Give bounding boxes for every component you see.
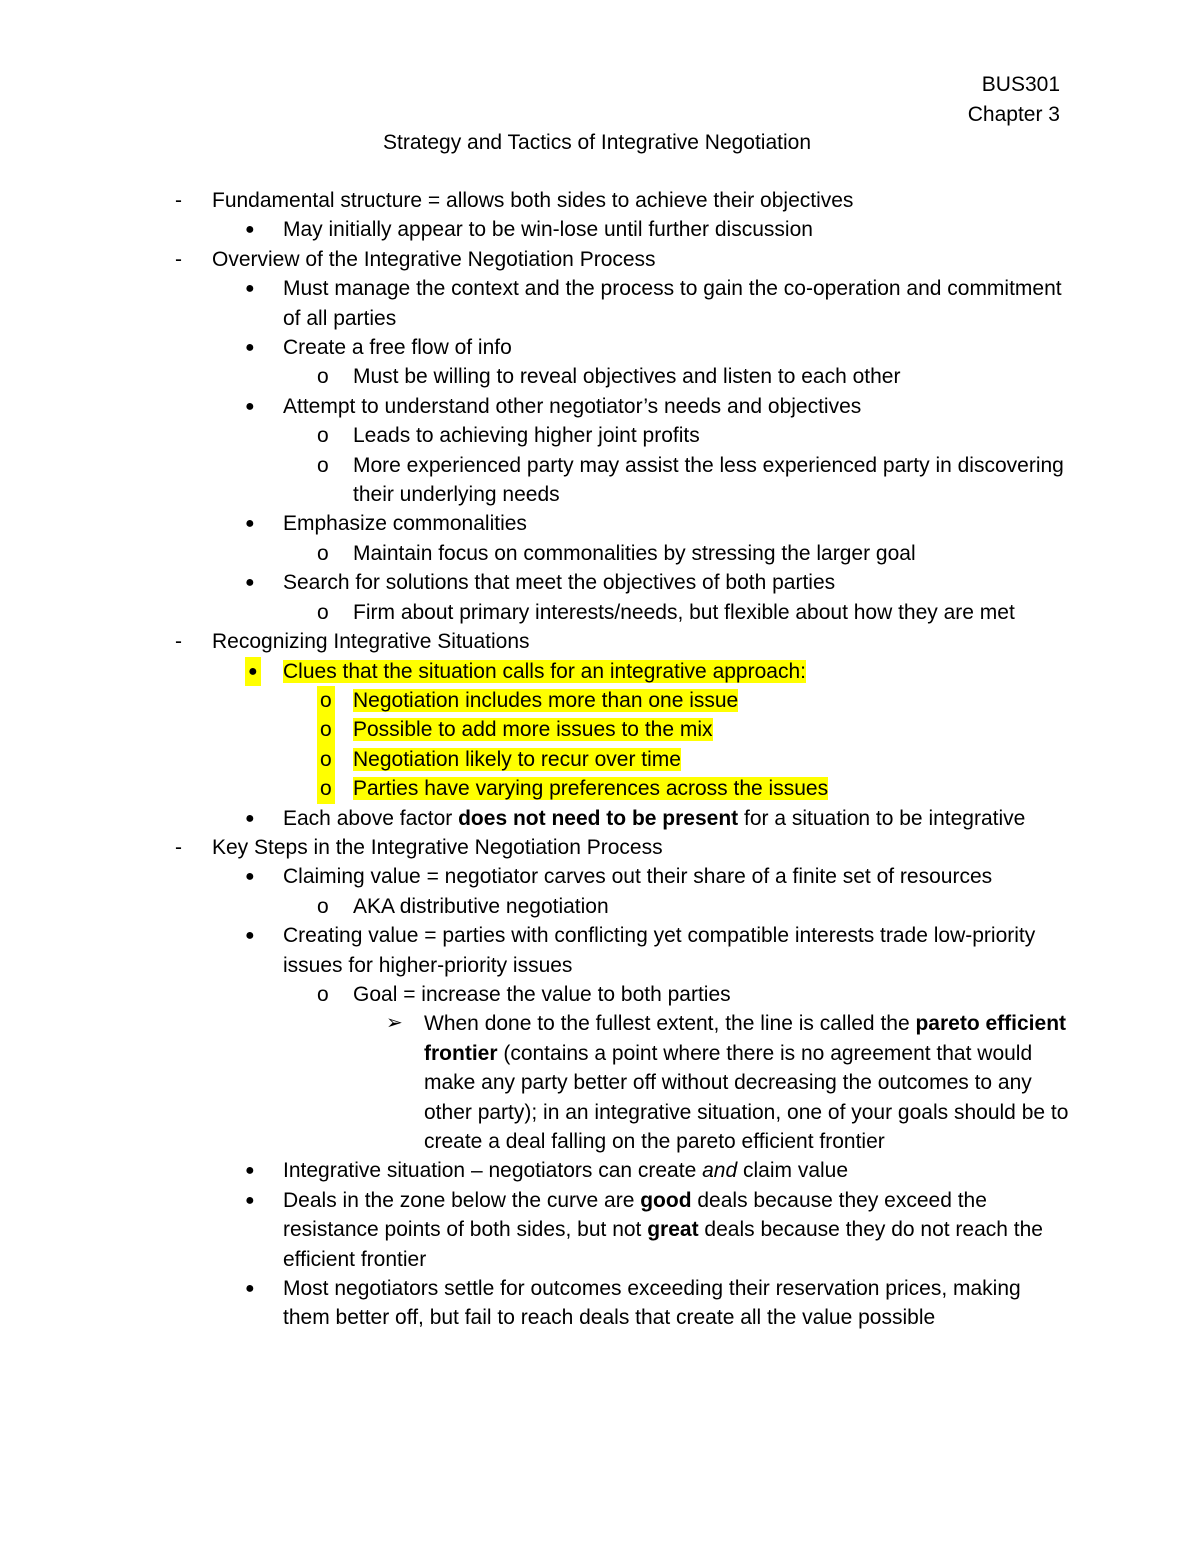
sub-text: Leads to achieving higher joint profits	[353, 424, 700, 448]
bullet-text: May initially appear to be win-lose until further discussion	[283, 218, 813, 242]
bullet-item	[0, 1186, 1200, 1274]
page-header	[968, 70, 1060, 130]
circle-marker: o	[317, 774, 335, 803]
sub-text: Maintain focus on commonalities by stressing the larger goal	[353, 541, 916, 565]
bullet-item	[0, 333, 1200, 362]
bullet-text: Create a free flow of info	[283, 336, 512, 360]
circle-marker: o	[317, 715, 335, 744]
highlighted-sub-item	[0, 745, 1200, 774]
bold-run: pareto efficient frontier	[424, 1012, 1067, 1065]
highlighted-text: Clues that the situation calls for an integrative approach:	[283, 659, 806, 683]
section-text: Recognizing Integrative Situations	[212, 630, 530, 654]
bullet-marker: ●	[245, 1191, 255, 1209]
highlighted-text: Possible to add more issues to the mix	[353, 718, 713, 742]
bullet-item	[0, 862, 1200, 891]
sub-item	[0, 362, 1200, 391]
bullet-item	[0, 804, 1200, 833]
italic-run: and	[702, 1159, 738, 1183]
text-run: When done to the fullest extent, the line is called the	[424, 1012, 916, 1036]
text-run: deals because they do not reach the efficient frontier	[283, 1218, 1043, 1271]
section-text: Overview of the Integrative Negotiation Process	[212, 247, 656, 271]
circle-marker: o	[317, 600, 329, 624]
bullet-marker: ●	[245, 1280, 255, 1298]
bullet-marker: ●	[245, 221, 255, 239]
sub-text: Firm about primary interests/needs, but flexible about how they are met	[353, 600, 1015, 624]
course-code: BUS301	[981, 73, 1060, 96]
sub-item	[0, 451, 1200, 510]
dash-marker: -	[175, 189, 182, 212]
bullet-marker: ●	[245, 339, 255, 357]
chapter-label: Chapter 3	[967, 103, 1060, 126]
text-run: Each above factor	[283, 806, 459, 830]
bullet-text: Creating value = parties with conflicting yet compatible interests trade low-priority issues for higher-priority issues	[283, 924, 1036, 977]
bullet-item	[0, 274, 1200, 333]
bullet-text: Most negotiators settle for outcomes exceeding their reservation prices, making them better off, but fail to reach deals that create all the value possible	[283, 1277, 1021, 1330]
highlighted-text: Negotiation likely to recur over time	[353, 747, 681, 771]
bullet-item	[0, 921, 1200, 980]
circle-marker: o	[317, 982, 329, 1006]
bold-run: good	[640, 1188, 692, 1212]
bullet-item	[0, 509, 1200, 538]
highlighted-sub-item	[0, 774, 1200, 803]
bullet-marker: ●	[245, 397, 255, 415]
sub-item	[0, 980, 1200, 1009]
bullet-marker: ●	[245, 868, 255, 886]
bullet-marker: ●	[245, 657, 261, 686]
section-text: Fundamental structure = allows both sides to achieve their objectives	[212, 189, 854, 212]
bold-run: great	[647, 1218, 699, 1242]
sub-item	[0, 892, 1200, 921]
text-run: claim value	[737, 1159, 849, 1183]
bullet-item	[0, 1156, 1200, 1185]
bullet-text: Search for solutions that meet the objectives of both parties	[283, 571, 836, 595]
sub-text: AKA distributive negotiation	[353, 894, 609, 918]
bullet-text: Claiming value = negotiator carves out their share of a finite set of resources	[283, 865, 993, 889]
circle-marker: o	[317, 686, 335, 715]
bullet-marker: ●	[245, 574, 255, 592]
text-run: for a situation to be integrative	[738, 806, 1026, 830]
arrow-item	[0, 1009, 1200, 1156]
bold-run: does not need to be present	[458, 806, 739, 830]
section-item	[0, 186, 1200, 215]
bullet-text	[283, 804, 1073, 833]
text-run: (contains a point where there is no agreement that would make any party better off without decreasing the outcomes to any other party); in an integrative situation, one of your goals should be to create a deal falling on the pareto efficient frontier	[424, 1041, 1069, 1153]
sub-text: Goal = increase the value to both parties	[353, 982, 731, 1006]
dash-marker: -	[175, 835, 182, 859]
dash-marker: -	[175, 630, 182, 654]
bullet-marker: ●	[245, 515, 255, 533]
section-item	[0, 833, 1200, 862]
bullet-text: Emphasize commonalities	[283, 512, 527, 536]
bullet-item	[0, 568, 1200, 597]
document-title: Strategy and Tactics of Integrative Negotiation	[382, 131, 812, 154]
arrow-text	[424, 1009, 1074, 1156]
highlighted-text: Parties have varying preferences across the issues	[353, 777, 829, 801]
sub-item	[0, 421, 1200, 450]
bullet-text: Attempt to understand other negotiator’s needs and objectives	[283, 394, 862, 418]
text-run: Deals in the zone below the curve are	[283, 1188, 641, 1212]
circle-marker: o	[317, 365, 329, 389]
bullet-marker: ●	[245, 927, 255, 945]
bullet-item	[0, 392, 1200, 421]
dash-marker: -	[175, 247, 182, 271]
sub-item	[0, 539, 1200, 568]
bullet-marker: ●	[245, 1162, 255, 1180]
sub-text: More experienced party may assist the less experienced party in discovering their underlying needs	[353, 453, 1064, 507]
circle-marker: o	[317, 745, 335, 774]
arrow-icon: ➢	[386, 1012, 403, 1035]
sub-item	[0, 598, 1200, 627]
bullet-text	[283, 1156, 1073, 1185]
bullet-marker: ●	[245, 280, 255, 298]
circle-marker: o	[317, 424, 329, 448]
section-item	[0, 245, 1200, 274]
bullet-item	[0, 215, 1200, 244]
circle-marker: o	[317, 541, 329, 565]
highlighted-text: Negotiation includes more than one issue	[353, 688, 739, 712]
sub-text: Must be willing to reveal objectives and listen to each other	[353, 365, 901, 389]
section-item	[0, 627, 1200, 656]
section-text: Key Steps in the Integrative Negotiation Process	[212, 835, 663, 859]
notes-outline	[0, 186, 1200, 1333]
text-run: deals because they exceed the resistance points of both sides, but not	[283, 1188, 987, 1242]
bullet-text: Must manage the context and the process to gain the co-operation and commitment of all parties	[283, 277, 1062, 330]
circle-marker: o	[317, 453, 329, 477]
highlighted-bullet-item	[0, 657, 1200, 686]
highlighted-sub-item	[0, 715, 1200, 744]
bullet-marker: ●	[245, 809, 255, 827]
circle-marker: o	[317, 894, 329, 918]
highlighted-sub-item	[0, 686, 1200, 715]
text-run: Integrative situation – negotiators can create	[283, 1159, 703, 1183]
bullet-item	[0, 1274, 1200, 1333]
bullet-text	[283, 1186, 1073, 1274]
